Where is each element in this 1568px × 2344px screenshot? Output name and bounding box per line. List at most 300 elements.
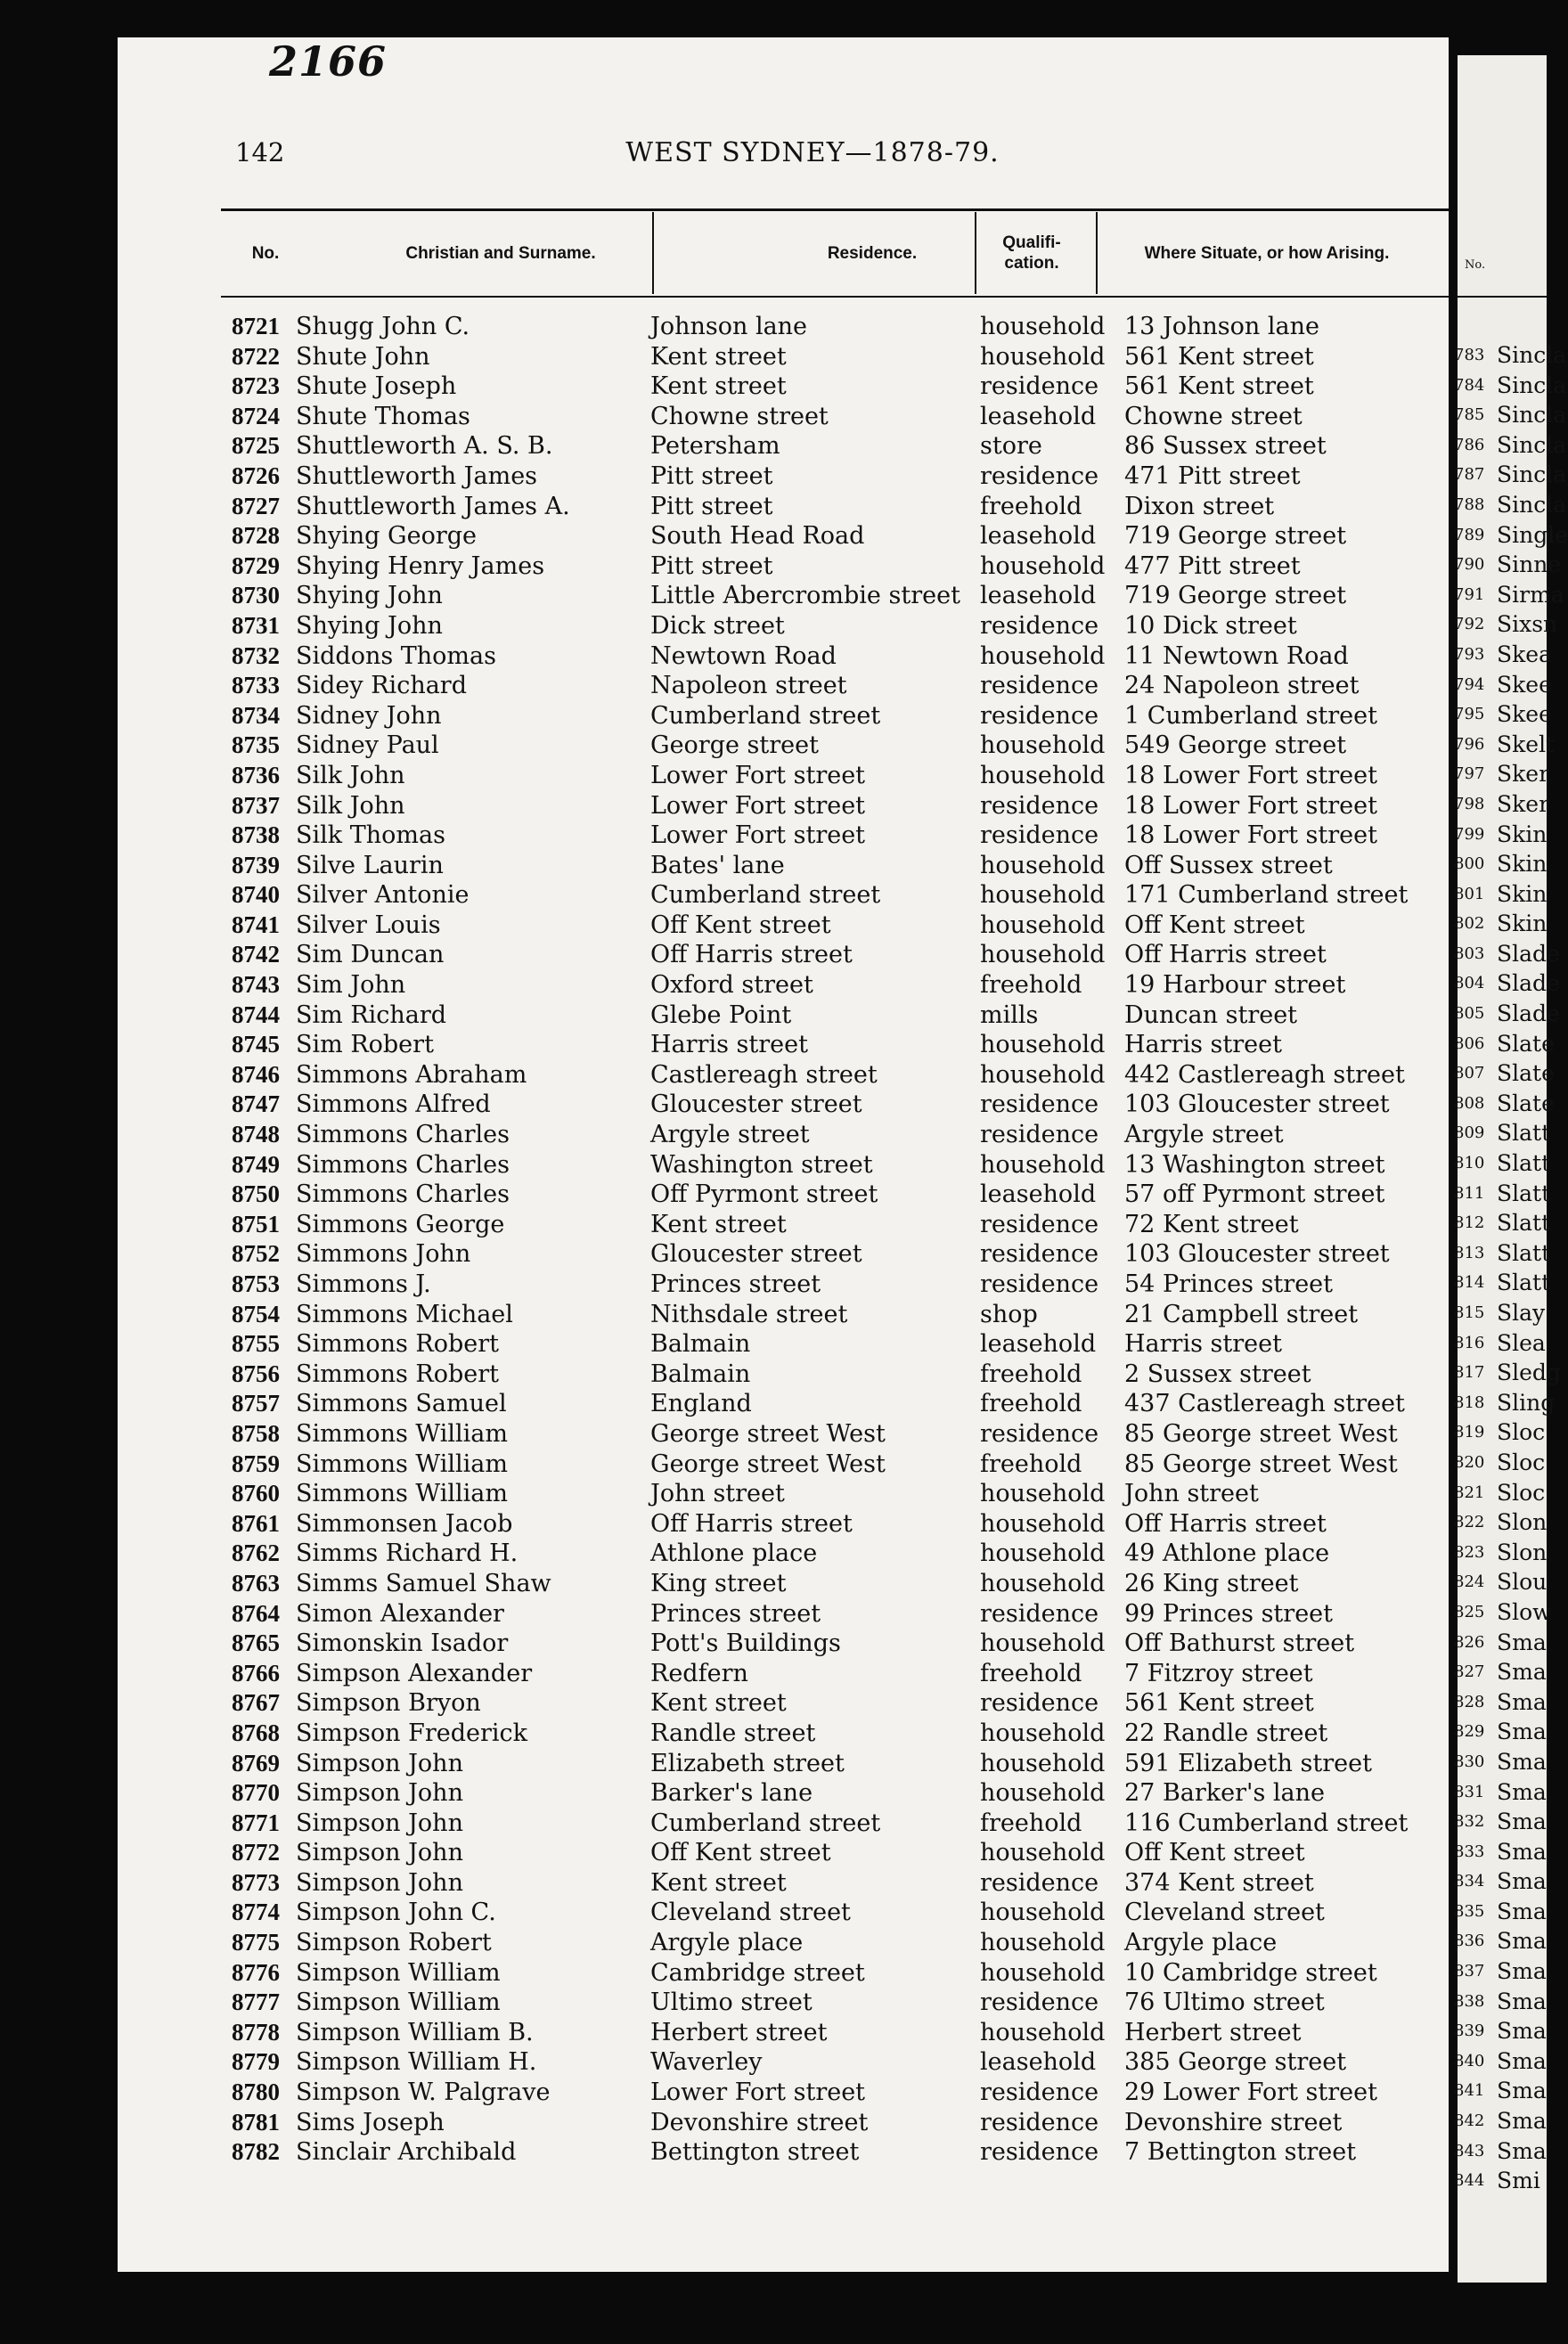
entry-name: Simpson John: [296, 1749, 463, 1777]
entry-qualification: residence: [980, 791, 1099, 820]
header-qualification: Qualifi-cation.: [1002, 233, 1061, 273]
entry-name: Simpson William H.: [296, 2048, 537, 2077]
entry-where-situate: Harris street: [1124, 1031, 1282, 1059]
entry-qualification: residence: [980, 1121, 1099, 1149]
entry-where-situate: 99 Princes street: [1124, 1599, 1333, 1628]
entry-residence: Bates' lane: [650, 851, 785, 879]
table-row: [118, 2137, 1449, 2168]
entry-name: Siddons Thomas: [296, 641, 496, 670]
adjacent-entry-name: Sincla: [1497, 372, 1567, 398]
entry-qualification: household: [980, 851, 1106, 879]
entry-number: 8726: [232, 461, 280, 489]
entry-where-situate: 72 Kent street: [1124, 1210, 1299, 1238]
adjacent-entry-number: 813: [1454, 1243, 1485, 1262]
entry-qualification: residence: [980, 1419, 1099, 1448]
adjacent-entry-name: Sker: [1497, 761, 1550, 788]
entry-number: 8779: [232, 2048, 280, 2076]
entry-number: 8754: [232, 1300, 280, 1327]
adjacent-entry-name: Skee: [1497, 671, 1552, 698]
entry-name: Silver Antonie: [296, 881, 470, 910]
entry-where-situate: 7 Fitzroy street: [1124, 1659, 1313, 1687]
entry-residence: Glebe Point: [650, 1000, 792, 1029]
entry-number: 8742: [232, 941, 280, 968]
table-row: [118, 1958, 1449, 1989]
adjacent-entry-name: Sloc: [1497, 1449, 1546, 1475]
entry-where-situate: 13 Johnson lane: [1124, 313, 1319, 340]
entry-where-situate: Devonshire street: [1124, 2108, 1343, 2136]
entry-name: Shuttleworth James A.: [296, 492, 570, 520]
entry-qualification: household: [980, 2018, 1106, 2046]
entry-where-situate: 18 Lower Fort street: [1124, 821, 1377, 850]
entry-number: 8771: [232, 1809, 280, 1836]
adjacent-entry-number: 794: [1454, 674, 1485, 694]
entry-residence: Herbert street: [650, 2018, 828, 2046]
adjacent-entry-name: Sirma: [1497, 581, 1564, 608]
entry-residence: Off Kent street: [650, 911, 831, 939]
adjacent-entry-name: Skelt: [1497, 731, 1556, 757]
table-row: [118, 1838, 1449, 1868]
entry-residence: George street West: [650, 1419, 886, 1448]
entry-where-situate: Argyle street: [1124, 1121, 1284, 1149]
entry-number: 8722: [232, 342, 280, 370]
entry-number: 8769: [232, 1749, 280, 1776]
entry-number: 8752: [232, 1240, 280, 1268]
adjacent-entry-number: 804: [1454, 974, 1485, 993]
adjacent-entry-name: Slade: [1497, 970, 1560, 997]
entry-residence: Princes street: [650, 1599, 821, 1628]
table-row: [118, 581, 1449, 611]
entry-number: 8732: [232, 641, 280, 669]
adjacent-entry-number: 844: [1454, 2171, 1485, 2191]
entry-qualification: household: [980, 1719, 1106, 1747]
entry-qualification: household: [980, 1899, 1106, 1927]
entry-qualification: leasehold: [980, 2048, 1097, 2077]
entry-name: Simmons Robert: [296, 1330, 500, 1359]
adjacent-entry-number: 843: [1454, 2141, 1485, 2160]
adjacent-entry-name: Sma: [1497, 1659, 1547, 1686]
entry-qualification: freehold: [980, 1390, 1082, 1418]
entry-where-situate: John street: [1124, 1480, 1259, 1508]
entry-qualification: household: [980, 1958, 1106, 1987]
entry-number: 8737: [232, 791, 280, 819]
adjacent-entry-name: Sincla: [1497, 491, 1567, 518]
entry-qualification: leasehold: [980, 402, 1097, 430]
adjacent-entry-name: Sma: [1497, 1719, 1547, 1745]
entry-residence: Lower Fort street: [650, 791, 866, 820]
entry-number: 8729: [232, 551, 280, 579]
entry-qualification: residence: [980, 1689, 1099, 1718]
entry-residence: Redfern: [650, 1659, 748, 1687]
entry-name: Silk John: [296, 791, 405, 820]
adjacent-entry-number: 808: [1454, 1093, 1485, 1113]
entry-residence: Newtown Road: [650, 641, 837, 670]
entry-qualification: household: [980, 1749, 1106, 1777]
entry-residence: South Head Road: [650, 522, 865, 551]
entry-name: Shying John: [296, 611, 443, 640]
adjacent-entry-name: Skee: [1497, 701, 1552, 728]
entry-residence: Kent street: [650, 1689, 787, 1718]
table-row: [118, 1389, 1449, 1419]
adjacent-entry-name: Sma: [1497, 1958, 1547, 1985]
table-row: [118, 1928, 1449, 1958]
table-row: [118, 1629, 1449, 1659]
adjacent-entry-number: 815: [1454, 1303, 1485, 1322]
entry-name: Simmons Samuel: [296, 1390, 507, 1418]
entry-where-situate: Cleveland street: [1124, 1899, 1325, 1927]
table-row: [118, 1270, 1449, 1300]
entry-name: Sidney John: [296, 701, 442, 730]
entry-qualification: residence: [980, 611, 1099, 640]
page-title: WEST SYDNEY—1878-79.: [625, 137, 1000, 168]
entry-qualification: household: [980, 941, 1106, 969]
adjacent-entry-name: Sincla: [1497, 431, 1567, 458]
adjacent-entry-number: 798: [1454, 794, 1485, 813]
entry-number: 8733: [232, 672, 280, 699]
entry-qualification: household: [980, 641, 1106, 670]
entry-name: Simpson John: [296, 1809, 463, 1837]
entry-where-situate: 549 George street: [1124, 731, 1347, 760]
table-row: [118, 1360, 1449, 1390]
entry-where-situate: 437 Castlereagh street: [1124, 1390, 1405, 1418]
table-row: [118, 1479, 1449, 1509]
entry-qualification: leasehold: [980, 582, 1097, 610]
adjacent-entry-number: 818: [1454, 1393, 1485, 1412]
entry-qualification: freehold: [980, 492, 1082, 520]
table-row: [118, 1210, 1449, 1240]
entry-name: Simmons Charles: [296, 1180, 510, 1209]
adjacent-entry-number: 785: [1454, 405, 1485, 425]
adjacent-entry-name: Sma: [1497, 1838, 1547, 1865]
entry-where-situate: 1 Cumberland street: [1124, 701, 1377, 730]
entry-where-situate: 21 Campbell street: [1124, 1300, 1359, 1328]
table-row: [118, 1000, 1449, 1031]
adjacent-entry-number: 784: [1454, 375, 1485, 395]
entry-number: 8766: [232, 1659, 280, 1687]
entry-qualification: residence: [980, 1240, 1099, 1269]
entry-name: Simmons George: [296, 1210, 505, 1238]
entry-qualification: household: [980, 1569, 1106, 1597]
adjacent-entry-name: Slon: [1497, 1539, 1548, 1565]
header-no: No.: [251, 243, 280, 263]
entry-number: 8735: [232, 731, 280, 759]
table-row: [118, 821, 1449, 851]
table-row: [118, 911, 1449, 941]
entry-qualification: household: [980, 1540, 1106, 1568]
table-row: [118, 1060, 1449, 1090]
entry-number: 8757: [232, 1390, 280, 1417]
adjacent-entry-number: 807: [1454, 1064, 1485, 1083]
adjacent-entry-name: Sledg: [1497, 1360, 1561, 1386]
entry-qualification: residence: [980, 372, 1099, 401]
entry-where-situate: 86 Sussex street: [1124, 432, 1327, 461]
entry-where-situate: 116 Cumberland street: [1124, 1809, 1409, 1837]
entry-name: Shying Henry James: [296, 551, 545, 580]
entry-number: 8750: [232, 1180, 280, 1208]
entry-where-situate: 561 Kent street: [1124, 372, 1314, 401]
adjacent-entry-number: 825: [1454, 1602, 1485, 1621]
entry-where-situate: 471 Pitt street: [1124, 461, 1301, 490]
adjacent-entry-name: Slatt: [1497, 1210, 1551, 1237]
entry-where-situate: Chowne street: [1124, 402, 1303, 430]
adjacent-entry-name: Slea: [1497, 1329, 1546, 1356]
entry-number: 8767: [232, 1689, 280, 1717]
entry-where-situate: 76 Ultimo street: [1124, 1989, 1325, 2017]
adjacent-entry-number: 812: [1454, 1213, 1485, 1233]
adjacent-entry-number: 820: [1454, 1452, 1485, 1472]
register-table: [118, 312, 1449, 2168]
adjacent-entry-name: Sma: [1497, 2047, 1547, 2074]
entry-number: 8759: [232, 1450, 280, 1477]
table-row: [118, 940, 1449, 970]
entry-where-situate: 13 Washington street: [1124, 1150, 1385, 1179]
entry-residence: Balmain: [650, 1360, 751, 1388]
entry-name: Simpson William: [296, 1958, 501, 1987]
entry-residence: Athlone place: [650, 1540, 818, 1568]
entry-residence: Argyle street: [650, 1121, 810, 1149]
entry-where-situate: 7 Bettington street: [1124, 2138, 1357, 2167]
entry-name: Simpson William: [296, 1989, 501, 2017]
entry-name: Simms Samuel Shaw: [296, 1569, 551, 1597]
entry-number: 8738: [232, 821, 280, 849]
adjacent-entry-name: Slade: [1497, 1000, 1560, 1027]
table-row: [118, 1120, 1449, 1150]
entry-residence: George street: [650, 731, 819, 760]
entry-where-situate: 374 Kent street: [1124, 1868, 1314, 1897]
adjacent-entry-number: 811: [1454, 1183, 1485, 1203]
adjacent-entry-number: 827: [1454, 1662, 1485, 1682]
entry-residence: Lower Fort street: [650, 821, 866, 850]
adjacent-entry-number: 830: [1454, 1752, 1485, 1771]
adjacent-entry-name: Sloc: [1497, 1479, 1546, 1506]
entry-number: 8772: [232, 1839, 280, 1866]
table-row: [118, 492, 1449, 522]
entry-where-situate: 719 George street: [1124, 582, 1347, 610]
table-row: [118, 1778, 1449, 1809]
entry-residence: Barker's lane: [650, 1779, 813, 1808]
table-row: [118, 2047, 1449, 2078]
entry-number: 8777: [232, 1989, 280, 2016]
adjacent-header-rule: [1458, 296, 1547, 298]
adjacent-entry-name: Sixsn: [1497, 611, 1558, 638]
adjacent-page-edge: [1454, 55, 1568, 2283]
adjacent-entry-name: Slate: [1497, 1030, 1555, 1057]
entry-name: Shying John: [296, 582, 443, 610]
table-row: [118, 611, 1449, 641]
entry-number: 8741: [232, 911, 280, 938]
adjacent-entry-number: 810: [1454, 1154, 1485, 1173]
entry-number: 8782: [232, 2138, 280, 2166]
entry-residence: Pott's Buildings: [650, 1629, 841, 1658]
header-bottom-rule: [221, 296, 1449, 298]
entry-where-situate: 561 Kent street: [1124, 342, 1314, 371]
entry-residence: Cumberland street: [650, 1809, 881, 1837]
entry-name: Sim Richard: [296, 1000, 447, 1029]
entry-qualification: household: [980, 1629, 1106, 1658]
entry-name: Simmons Robert: [296, 1360, 500, 1388]
entry-where-situate: 29 Lower Fort street: [1124, 2079, 1377, 2107]
adjacent-entry-number: 840: [1454, 2051, 1485, 2070]
table-row: [118, 2018, 1449, 2048]
entry-where-situate: 85 George street West: [1124, 1419, 1398, 1448]
table-row: [118, 641, 1449, 672]
adjacent-entry-name: Sma: [1497, 1898, 1547, 1924]
entry-qualification: freehold: [980, 1809, 1082, 1837]
entry-residence: Gloucester street: [650, 1090, 862, 1119]
adjacent-header-no: No.: [1465, 258, 1486, 272]
adjacent-entry-name: Slate: [1497, 1060, 1555, 1087]
adjacent-entry-number: 783: [1454, 346, 1485, 364]
entry-name: Simmons John: [296, 1240, 471, 1269]
table-row: [118, 1898, 1449, 1928]
entry-name: Simpson Robert: [296, 1929, 492, 1957]
entry-qualification: household: [980, 1839, 1106, 1867]
adjacent-entry-number: 799: [1454, 824, 1485, 844]
entry-number: 8744: [232, 1000, 280, 1028]
entry-residence: Chowne street: [650, 402, 829, 430]
entry-name: Shute John: [296, 342, 430, 371]
entry-name: Shying George: [296, 522, 478, 551]
entry-number: 8778: [232, 2018, 280, 2046]
entry-residence: Ultimo street: [650, 1989, 813, 2017]
entry-number: 8748: [232, 1121, 280, 1148]
adjacent-entry-number: 788: [1454, 494, 1485, 514]
entry-residence: Harris street: [650, 1031, 808, 1059]
entry-name: Shute Thomas: [296, 402, 470, 430]
entry-where-situate: 171 Cumberland street: [1124, 881, 1409, 910]
entry-name: Simmons Alfred: [296, 1090, 491, 1119]
adjacent-entry-number: 831: [1454, 1782, 1485, 1801]
entry-name: Simpson John: [296, 1868, 463, 1897]
entry-number: 8765: [232, 1629, 280, 1657]
entry-qualification: residence: [980, 821, 1099, 850]
entry-where-situate: 2 Sussex street: [1124, 1360, 1311, 1388]
entry-where-situate: Off Harris street: [1124, 1509, 1327, 1538]
entry-qualification: household: [980, 1929, 1106, 1957]
adjacent-entry-number: 828: [1454, 1692, 1485, 1711]
table-row: [118, 731, 1449, 761]
entry-residence: Kent street: [650, 342, 787, 371]
entry-name: Shugg John C.: [296, 313, 470, 340]
adjacent-entry-name: Slatt: [1497, 1120, 1551, 1147]
entry-where-situate: 10 Dick street: [1124, 611, 1297, 640]
adjacent-entry-number: 842: [1454, 2111, 1485, 2131]
adjacent-entry-number: 800: [1454, 854, 1485, 874]
adjacent-entry-number: 814: [1454, 1273, 1485, 1293]
entry-residence: Gloucester street: [650, 1240, 862, 1269]
entry-number: 8755: [232, 1330, 280, 1358]
entry-residence: Off Kent street: [650, 1839, 831, 1867]
page-number: 142: [235, 137, 285, 167]
adjacent-entry-number: 805: [1454, 1004, 1485, 1024]
entry-number: 8731: [232, 611, 280, 639]
adjacent-entry-number: 816: [1454, 1333, 1485, 1352]
entry-name: Simmons William: [296, 1419, 508, 1448]
entry-name: Sidney Paul: [296, 731, 439, 760]
entry-number: 8762: [232, 1540, 280, 1567]
entry-qualification: household: [980, 551, 1106, 580]
entry-name: Simon Alexander: [296, 1599, 504, 1628]
entry-name: Simpson William B.: [296, 2018, 534, 2046]
adjacent-entry-number: 791: [1454, 584, 1485, 604]
entry-number: 8764: [232, 1599, 280, 1627]
entry-residence: Princes street: [650, 1270, 821, 1298]
entry-residence: Balmain: [650, 1330, 751, 1359]
adjacent-entry-name: Sma: [1497, 2018, 1547, 2045]
entry-residence: Lower Fort street: [650, 761, 866, 789]
adjacent-entry-name: Sloc: [1497, 1419, 1546, 1446]
adjacent-entry-name: Slou: [1497, 1569, 1548, 1596]
entry-residence: Pitt street: [650, 461, 773, 490]
entry-where-situate: Argyle place: [1124, 1929, 1278, 1957]
entry-qualification: mills: [980, 1000, 1039, 1029]
table-row: [118, 1509, 1449, 1540]
entry-qualification: household: [980, 881, 1106, 910]
entry-residence: Devonshire street: [650, 2108, 869, 2136]
entry-qualification: household: [980, 1060, 1106, 1089]
entry-number: 8730: [232, 582, 280, 609]
adjacent-entry-number: 832: [1454, 1812, 1485, 1832]
entry-name: Simpson Bryon: [296, 1689, 481, 1718]
entry-where-situate: 57 off Pyrmont street: [1124, 1180, 1385, 1209]
entry-number: 8774: [232, 1899, 280, 1926]
entry-name: Simms Richard H.: [296, 1540, 519, 1568]
entry-residence: Pitt street: [650, 551, 773, 580]
table-row: [118, 1150, 1449, 1180]
entry-name: Shuttleworth James: [296, 461, 538, 490]
adjacent-entry-name: Sma: [1497, 1748, 1547, 1775]
adjacent-entry-number: 793: [1454, 644, 1485, 664]
adjacent-entry-number: 829: [1454, 1722, 1485, 1742]
entry-where-situate: Duncan street: [1124, 1000, 1298, 1029]
entry-name: Simmonsen Jacob: [296, 1509, 513, 1538]
adjacent-entry-name: Sincla: [1497, 402, 1567, 429]
table-row: [118, 1688, 1449, 1719]
entry-number: 8725: [232, 432, 280, 460]
table-row: [118, 461, 1449, 492]
table-row: [118, 791, 1449, 821]
table-row: [118, 880, 1449, 911]
entry-where-situate: 719 George street: [1124, 522, 1347, 551]
entry-name: Simpson John: [296, 1839, 463, 1867]
entry-residence: Off Harris street: [650, 941, 853, 969]
adjacent-entry-number: 792: [1454, 615, 1485, 634]
table-row: [118, 1988, 1449, 2018]
entry-where-situate: Off Sussex street: [1124, 851, 1333, 879]
entry-qualification: household: [980, 1509, 1106, 1538]
table-row: [118, 970, 1449, 1000]
entry-name: Simmons Michael: [296, 1300, 513, 1328]
table-row: [118, 761, 1449, 791]
entry-residence: Kent street: [650, 1210, 787, 1238]
entry-where-situate: 18 Lower Fort street: [1124, 761, 1377, 789]
entry-name: Shuttleworth A. S. B.: [296, 432, 553, 461]
entry-qualification: residence: [980, 2079, 1099, 2107]
adjacent-entry-name: Sincla: [1497, 342, 1567, 368]
entry-where-situate: 19 Harbour street: [1124, 971, 1346, 1000]
entry-name: Simpson John: [296, 1779, 463, 1808]
entry-residence: Washington street: [650, 1150, 873, 1179]
entry-qualification: household: [980, 1031, 1106, 1059]
table-row: [118, 1239, 1449, 1270]
entry-qualification: household: [980, 761, 1106, 789]
table-row: [118, 1329, 1449, 1360]
entry-name: Sim Robert: [296, 1031, 434, 1059]
entry-qualification: household: [980, 313, 1106, 340]
entry-number: 8747: [232, 1090, 280, 1118]
entry-qualification: leasehold: [980, 1180, 1097, 1209]
adjacent-entry-name: Skea: [1497, 641, 1552, 667]
adjacent-entry-number: 841: [1454, 2081, 1485, 2101]
